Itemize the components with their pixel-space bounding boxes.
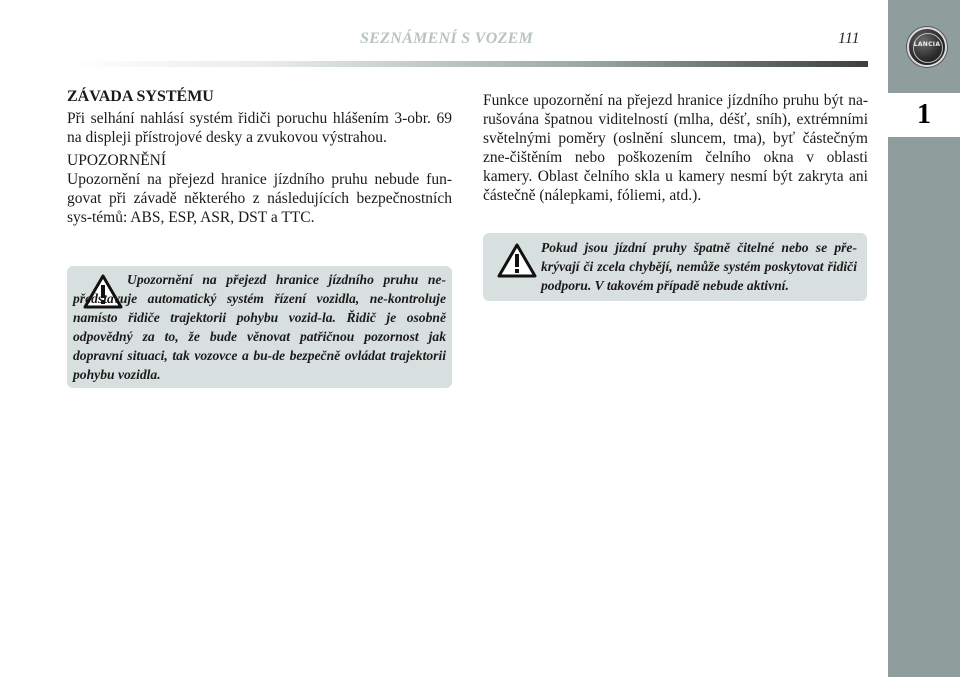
failure-paragraph: Při selhání nahlásí systém řidiči poruchu hlášením 3-obr. 69 na displeji přístrojové desky a zvukovou výstrahou.: [67, 110, 452, 146]
section-heading: ZÁVADA SYSTÉMU: [67, 88, 214, 105]
warning-text-left: Upozornění na přejezd hranice jízdního pruhu ne-představuje automatický systém řízení vozidla, ne-kontroluje namísto řidiče trajektorii pohybu vozid-la. Řidič je osobně odpovědný za to, že bude věnovat patřičnou pozornost jak dopravní situaci, tak vozovce a bu-de bezpečně ovládat trajektorii pohybu vozidla.: [73, 272, 446, 382]
notice-label: UPOZORNĚNÍ: [67, 152, 167, 169]
logo-text: LANCIA: [913, 41, 941, 48]
section-title: SEZNÁMENÍ S VOZEM: [360, 30, 534, 47]
lancia-logo: [907, 27, 947, 67]
notice-paragraph: Upozornění na přejezd hranice jízdního pruhu nebude fun-govat při závadě některého z následujících bezpečnostních sys-témů: ABS, ESP, ASR, DST a TTC.: [67, 171, 452, 226]
header-rule: [65, 61, 868, 67]
page-number: 111: [838, 30, 860, 47]
logo-ring: [913, 33, 943, 63]
chapter-tab[interactable]: [888, 93, 960, 137]
chapter-number: 1: [917, 99, 931, 130]
warning-box-left: [67, 266, 452, 388]
warning-text-right: Pokud jsou jízdní pruhy špatně čitelné nebo se pře-krývají či zcela chybějí, nemůže systém poskytovat řidiči podporu. V takovém případě nebude aktivní.: [541, 240, 857, 293]
visibility-paragraph: Funkce upozornění na přejezd hranice jízdního pruhu být na-rušována špatnou viditelností (mlha, déšť, sníh), extrémními světelnými poměry (oslnění sluncem, tma), byť částečným zne-čištěním nebo poškozením čelního okna v oblasti kamery. Oblast čelního skla u kamery nesmí být zakryta ani částečně (nálepkami, fóliemi, atd.).: [483, 92, 868, 204]
right-column: [483, 91, 868, 205]
left-column: [67, 88, 452, 227]
warning-box-right: [483, 233, 867, 301]
warning-triangle-icon: [497, 243, 537, 279]
